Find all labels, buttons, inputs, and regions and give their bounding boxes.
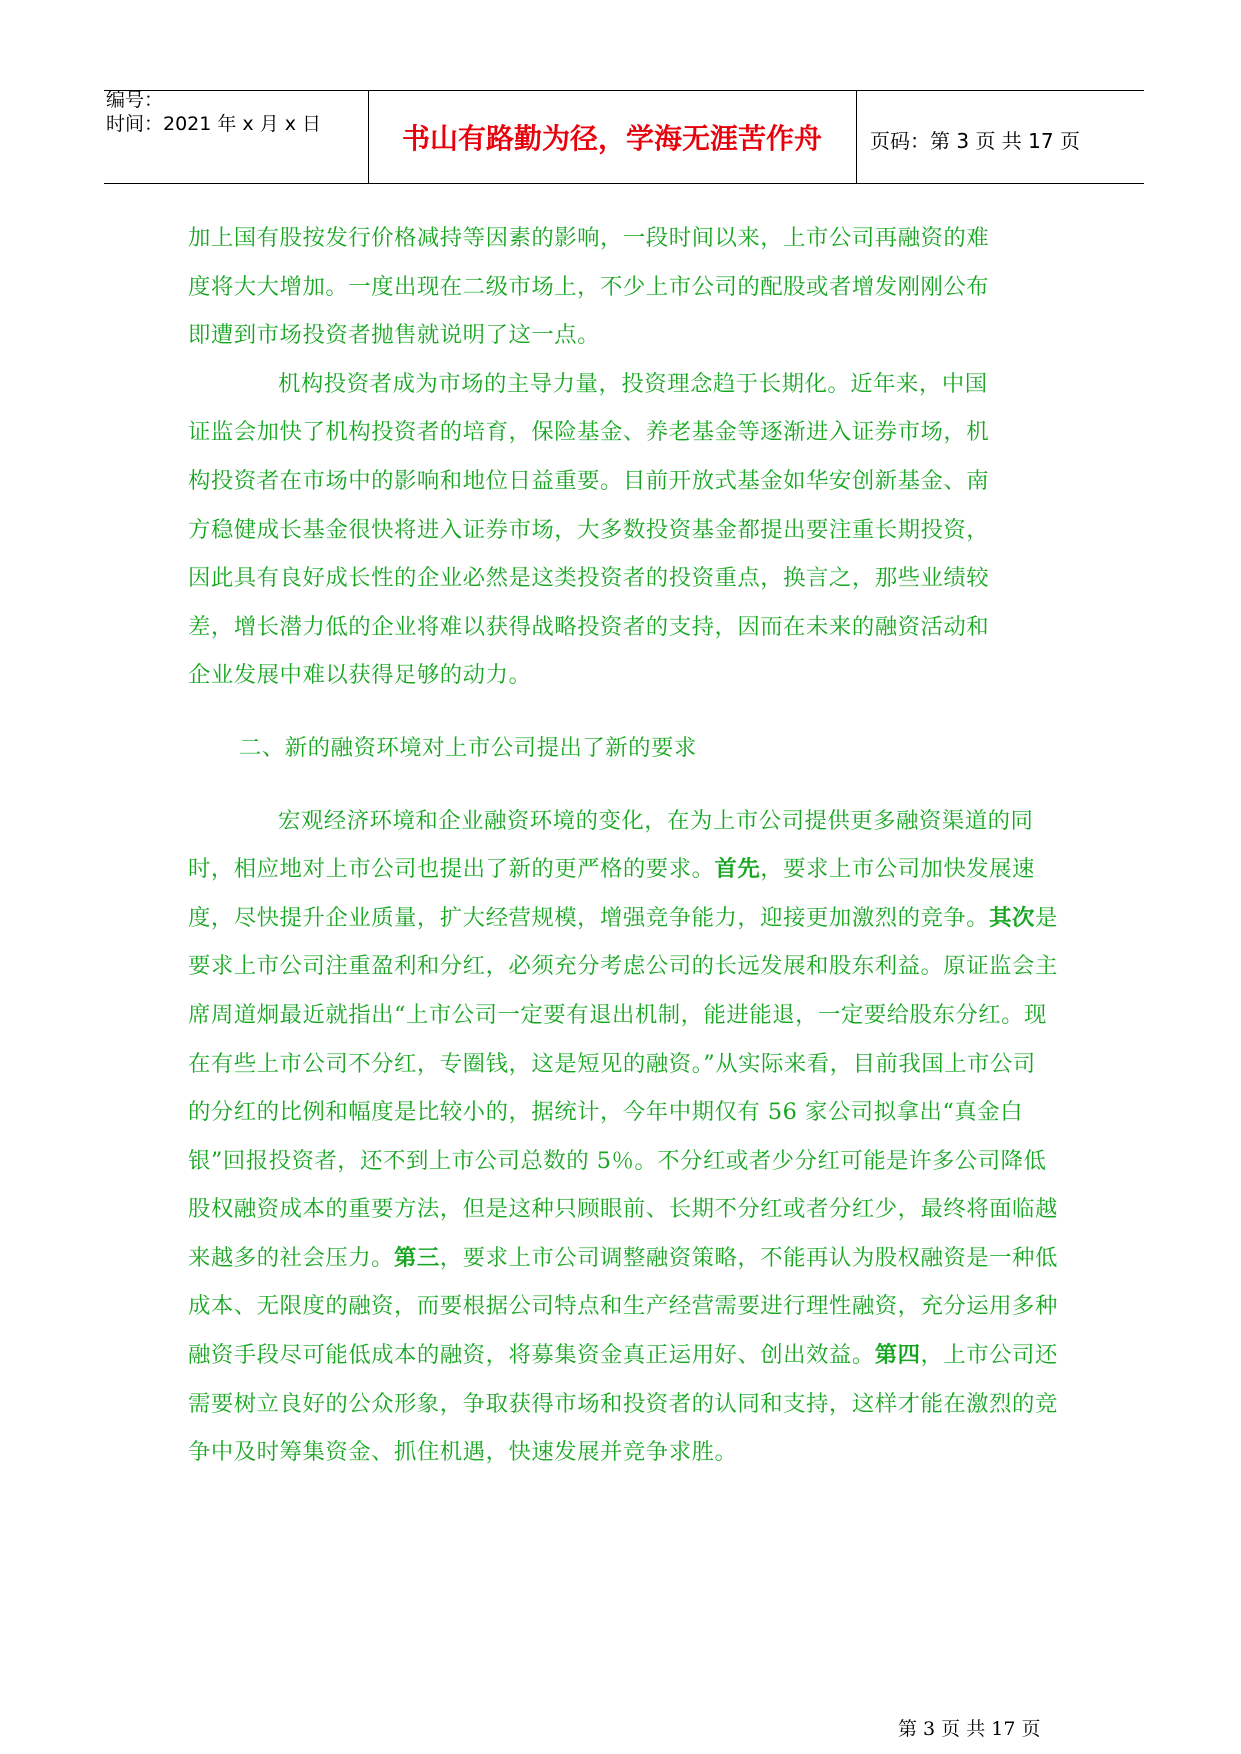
p3-text-2: ，要求上市公司加快发展速度，尽快提升企业质量，扩大经营规模，增强竞争能力，迎接更加激烈的竞争。: [188, 856, 1035, 931]
paragraph-2-line-6: 差，增长潜力低的企业将难以获得战略投资者的支持，因而在未来的融资活动和: [188, 613, 990, 640]
time-label: 时间：2021 年 x 月 x 日: [106, 113, 322, 135]
p3-text-3: 是要求上市公司注重盈利和分红，必须充分考虑公司的长远发展和股东利益。原证监会主席周道炯最近就指出“上市公司一定要有退出机制，能进能退，一定要给股东分红。现在有些上市公司不分红，专圈钱，这是短见的融资。”从实际来看，目前我国上市公司的分红的比例和幅度是比较小的，据统计，今年中期仅有 56 家公司拟拿出“真金白银”回报投资者，还不到上市公司总数的 5％。不分红或者少分红可能是许多公司降低股权融资成本的重要方法，但是这种只顾眼前、长期不分红或者分红少，最终将面临越来越多的社会压力。: [188, 904, 1058, 1271]
p3-bold-first: 首先: [714, 856, 761, 883]
p3-bold-fourth: 第四: [874, 1342, 921, 1369]
paragraph-2-line-7: 企业发展中难以获得足够的动力。: [188, 662, 532, 689]
number-label: 编号：: [106, 89, 164, 111]
p3-text-5: ，上市公司还需要树立良好的公众形象，争取获得市场和投资者的认同和支持，这样才能在激烈的竞争中及时筹集资金、抓住机遇，快速发展并竞争求胜。: [188, 1342, 1058, 1466]
paragraph-2-line-1: 机构投资者成为市场的主导力量，投资理念趋于长期化。近年来，中国: [278, 370, 988, 397]
spacer: [188, 700, 1058, 724]
paragraph-2-line-2: 证监会加快了机构投资者的培育，保险基金、养老基金等逐渐进入证券市场，机: [188, 419, 990, 446]
p3-text-1: 宏观经济环境和企业融资环境的变化，在为上市公司提供更多融资渠道的同时，相应地对上市公司也提出了新的更严格的要求。: [188, 807, 1034, 883]
paragraph-1-line-3: 即遭到市场投资者抛售就说明了这一点。: [188, 322, 601, 349]
header-page-cell: [856, 91, 1144, 183]
section-heading: 二、新的融资环境对上市公司提出了新的要求: [239, 734, 697, 761]
p3-bold-second: 其次: [989, 904, 1035, 931]
paragraph-2-line-3: 构投资者在市场中的影响和地位日益重要。目前开放式基金如华安创新基金、南: [188, 467, 990, 494]
p3-text-4: ，要求上市公司调整融资策略，不能再认为股权融资是一种低成本、无限度的融资，而要根据公司特点和生产经营需要进行理性融资，充分运用多种融资手段尽可能低成本的融资，将募集资金真正运用好、创出效益。: [188, 1244, 1058, 1369]
paragraph-2-line-5: 因此具有良好成长性的企业必然是这类投资者的投资重点，换言之，那些业绩较: [188, 565, 990, 592]
document-body: [188, 214, 1058, 1477]
paragraph-3: [188, 797, 1058, 1477]
page-header: [104, 90, 1144, 184]
paragraph-1-line-2: 度将大大增加。一度出现在二级市场上，不少上市公司的配股或者增发刚刚公布: [188, 273, 990, 300]
motto: 书山有路勤为径，学海无涯苦作舟: [401, 122, 822, 155]
header-info-cell: [104, 91, 369, 183]
page-footer: 第 3 页 共 17 页: [898, 1718, 1041, 1740]
header-motto-cell: [368, 91, 857, 183]
page-code: 页码：第 3 页 共 17 页: [870, 129, 1080, 153]
paragraph-2-line-4: 方稳健成长基金很快将进入证券市场，大多数投资基金都提出要注重长期投资，: [188, 516, 990, 543]
paragraph-1-line-1: 加上国有股按发行价格减持等因素的影响，一段时间以来，上市公司再融资的难: [188, 225, 990, 251]
spacer: [188, 773, 1058, 797]
p3-bold-third: 第三: [394, 1244, 440, 1271]
